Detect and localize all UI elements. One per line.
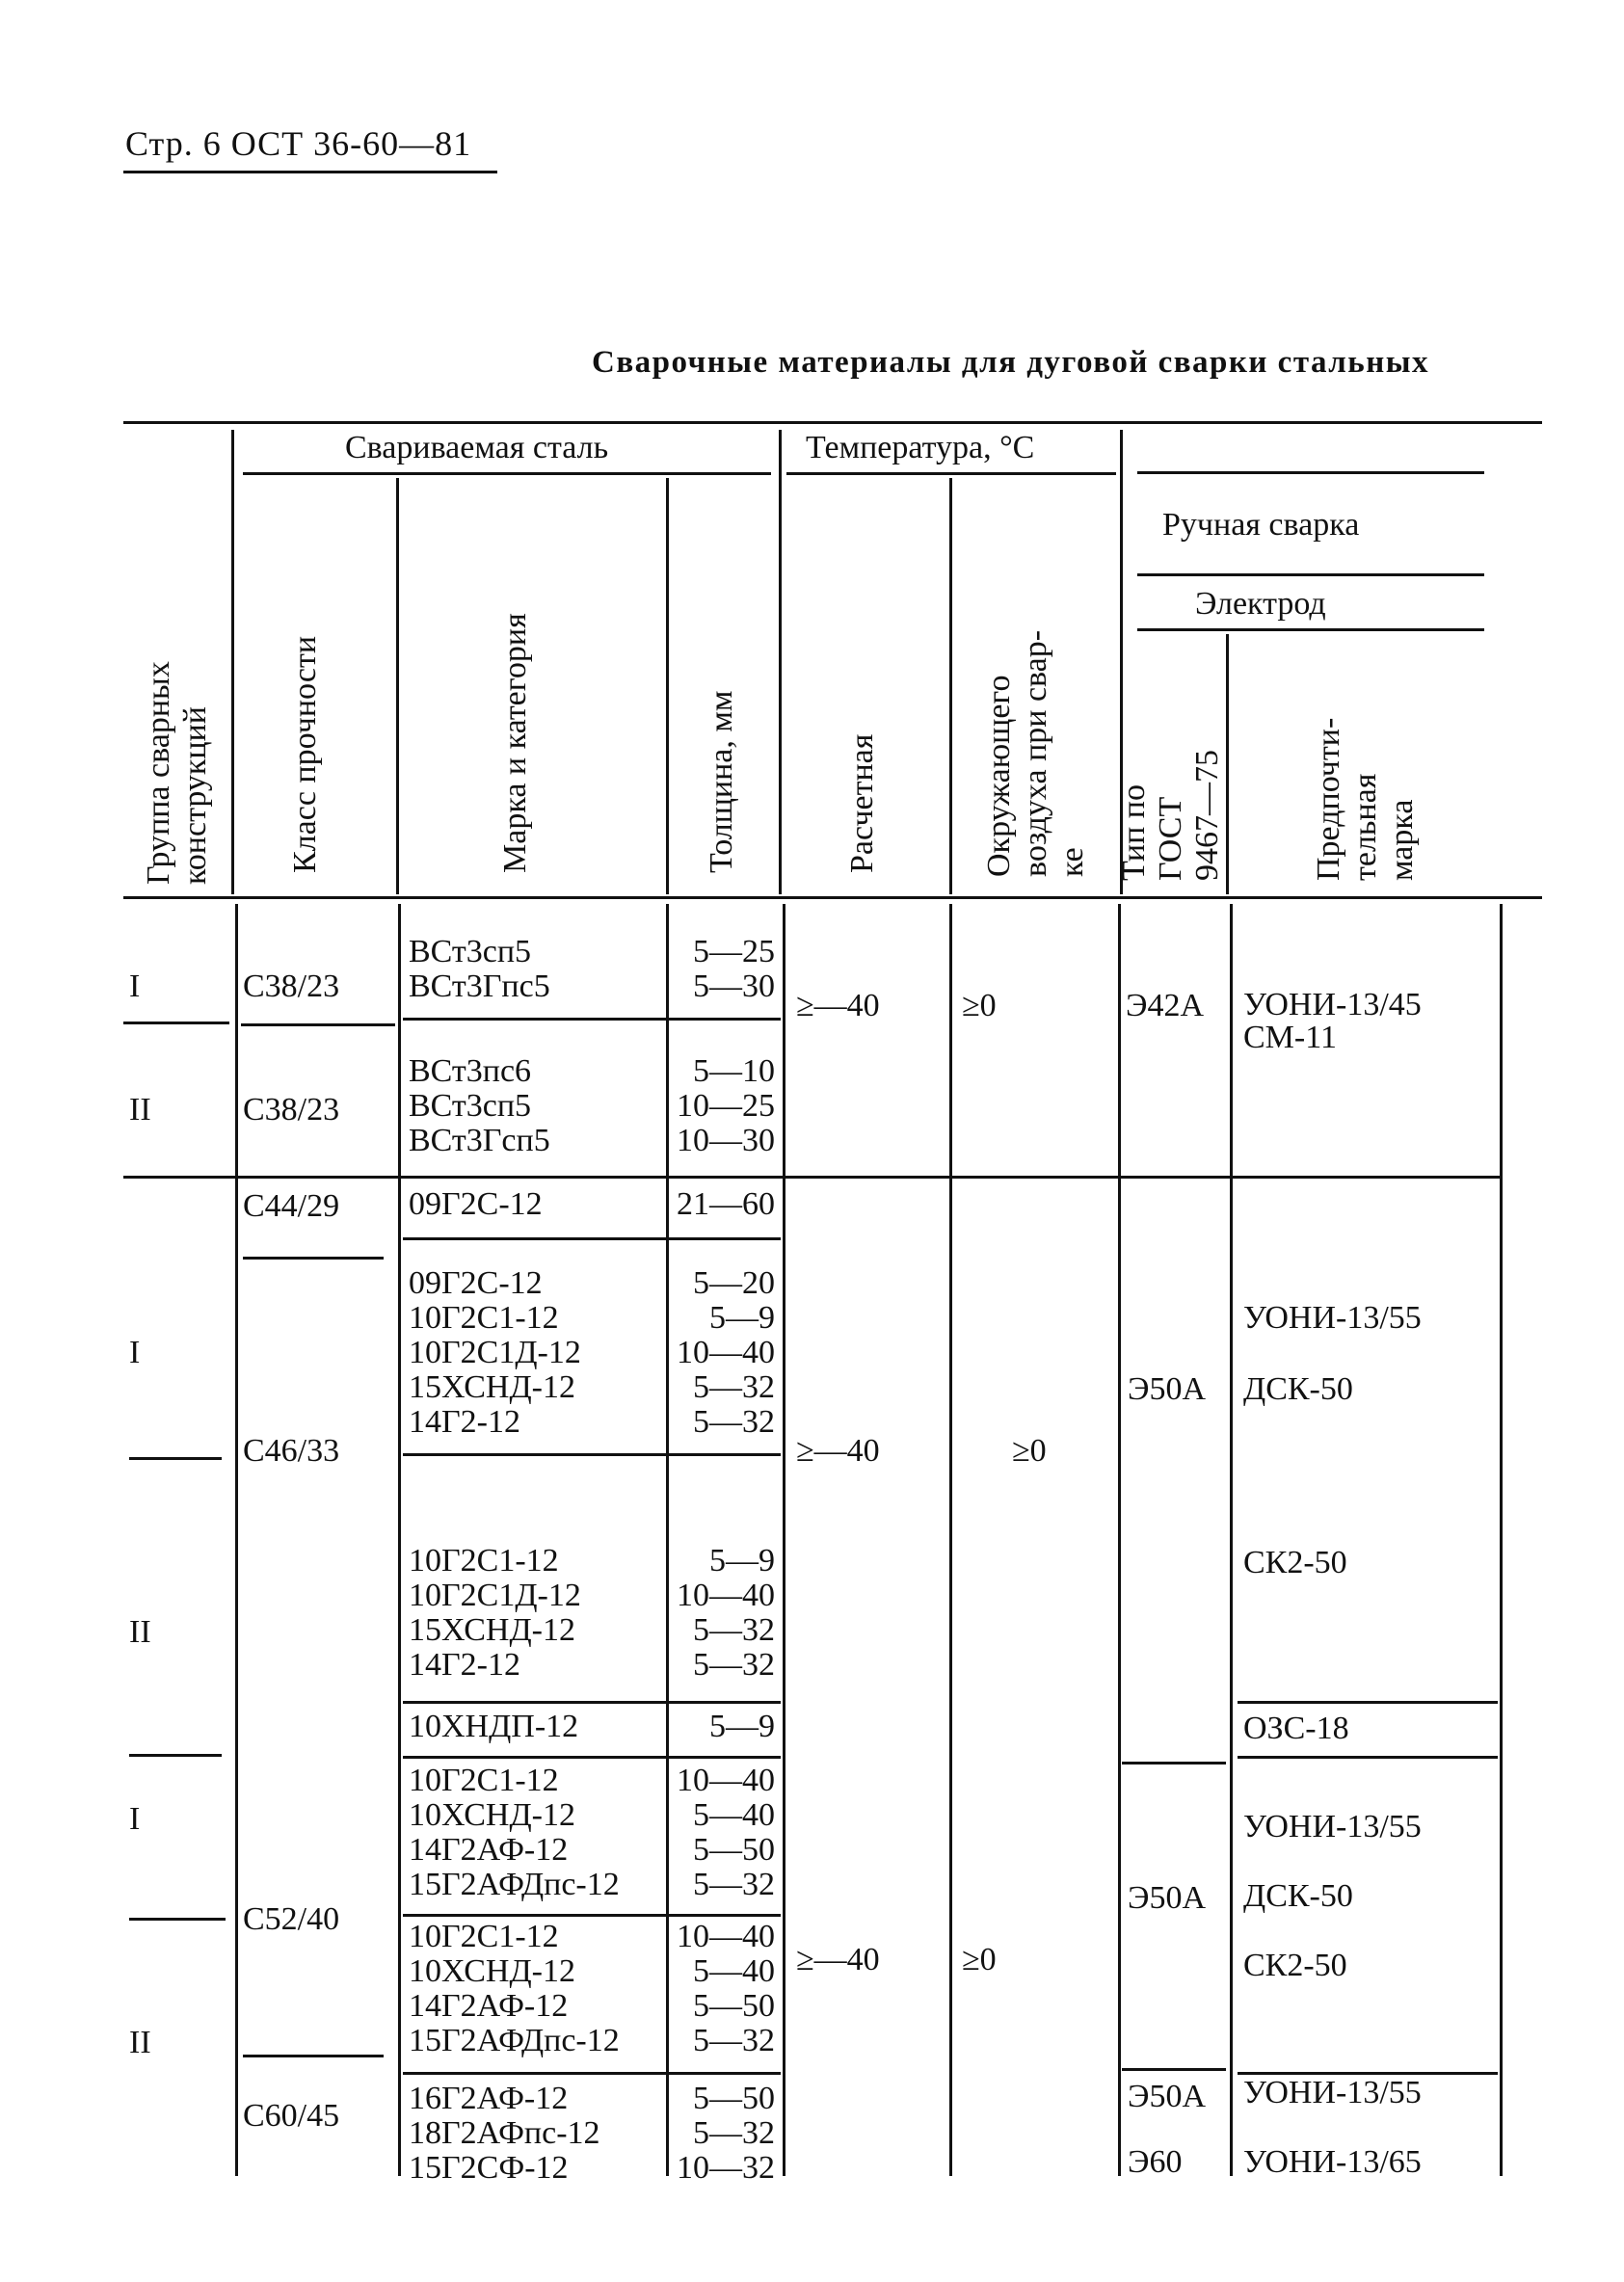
thickness-cell: 10—40 5—40 5—50 5—32 bbox=[677, 1919, 775, 2058]
grade-cell: 09Г2С-12 10Г2С1-12 10Г2С1Д-12 15ХСНД-12 14Г2-12 bbox=[409, 1265, 581, 1440]
group-header: Группа сварных конструкций bbox=[141, 661, 213, 885]
body-sep-group bbox=[235, 904, 238, 2176]
thickness-cell: 5—9 10—40 5—32 5—32 bbox=[677, 1543, 775, 1683]
col-sep-group bbox=[231, 430, 234, 894]
group-cell: II bbox=[129, 2025, 151, 2060]
col-sep-grade bbox=[666, 478, 669, 894]
thickness-cell: 10—40 5—40 5—50 5—32 bbox=[677, 1763, 775, 1902]
manual-welding-rule bbox=[1137, 573, 1484, 576]
grade-cell: 10Г2С1-12 10ХСНД-12 14Г2АФ-12 15Г2АФДпс-12 bbox=[409, 1919, 620, 2058]
grade-cell: 09Г2С-12 bbox=[409, 1186, 543, 1222]
steel-header: Свариваемая сталь bbox=[345, 430, 609, 465]
grade-cell: 10ХНДП-12 bbox=[409, 1709, 579, 1744]
row-sep-b2-grade-1 bbox=[403, 1237, 781, 1240]
grade-cell: ВСт3сп5 ВСт3Гпс5 bbox=[409, 934, 550, 1004]
row-sep-b2-grade-3 bbox=[403, 1701, 781, 1704]
row-sep-b1-class bbox=[241, 1023, 395, 1026]
grade-cell: ВСт3пс6 ВСт3сп5 ВСт3Гсп5 bbox=[409, 1053, 550, 1158]
row-sep-b2-end-type bbox=[1122, 1762, 1226, 1765]
body-sep-class bbox=[398, 904, 401, 2176]
ambient-temp-cell: ≥0 bbox=[962, 988, 997, 1023]
preferred-brand-cell: УОНИ-13/55 bbox=[1243, 1300, 1422, 1336]
row-sep-b3-grade-2 bbox=[403, 2072, 781, 2075]
group-cell: I bbox=[129, 1335, 141, 1370]
row-sep-b2-class bbox=[243, 1257, 384, 1260]
body-sep-thickness bbox=[783, 904, 785, 2176]
preferred-brand-cell: СК2-50 bbox=[1243, 1545, 1347, 1580]
grade-header: Марка и категория bbox=[497, 613, 533, 873]
ambient-temp-header: Окружающего воздуха при свар- ке bbox=[981, 629, 1090, 877]
group-cell: II bbox=[129, 1092, 151, 1128]
design-temp-header: Расчетная bbox=[844, 733, 880, 873]
electrode-type-cell: Э50А bbox=[1128, 1371, 1206, 1407]
strength-class-cell: С52/40 bbox=[243, 1901, 340, 1937]
steel-header-rule bbox=[243, 472, 771, 475]
table-title: Сварочные материалы для дуговой сварки стальных bbox=[592, 345, 1429, 380]
thickness-cell: 5—25 5—30 bbox=[693, 934, 775, 1004]
preferred-brand-cell: СК2-50 bbox=[1243, 1948, 1347, 1983]
row-sep-b1-end bbox=[123, 1176, 1502, 1179]
row-sep-b3-class bbox=[243, 2055, 384, 2057]
preferred-brand-cell: УОНИ-13/55 bbox=[1243, 2075, 1422, 2110]
table-top-rule bbox=[123, 421, 1542, 424]
thickness-cell: 21—60 bbox=[677, 1186, 775, 1222]
col-sep-class bbox=[396, 478, 399, 894]
manual-welding-top-rule bbox=[1137, 471, 1484, 474]
page-header-underline bbox=[123, 171, 497, 173]
grade-cell: 16Г2АФ-12 18Г2АФпс-12 15Г2СФ-12 bbox=[409, 2081, 600, 2186]
ambient-temp-cell: ≥0 bbox=[962, 1942, 997, 1977]
strength-class-cell: С38/23 bbox=[243, 969, 340, 1004]
page-header: Стр. 6 ОСТ 36-60—81 bbox=[125, 124, 472, 163]
group-cell: II bbox=[129, 1614, 151, 1650]
electrode-type-cell: Э60 bbox=[1128, 2144, 1183, 2180]
group-cell: I bbox=[129, 969, 141, 1004]
design-temp-cell: ≥—40 bbox=[796, 1942, 880, 1977]
preferred-brand-header: Предпочти- тельная марка bbox=[1311, 717, 1420, 881]
electrode-type-cell: Э50А bbox=[1128, 2079, 1206, 2114]
header-bottom-rule bbox=[123, 896, 1542, 899]
strength-class-cell: С46/33 bbox=[243, 1433, 340, 1469]
row-sep-b3-grade-1 bbox=[403, 1914, 781, 1917]
row-sep-b1-grade bbox=[403, 1018, 781, 1021]
strength-class-cell: С38/23 bbox=[243, 1092, 340, 1128]
row-sep-b2-brand bbox=[1238, 1701, 1498, 1704]
col-sep-design bbox=[949, 478, 952, 894]
electrode-type-cell: Э50А bbox=[1128, 1880, 1206, 1916]
row-sep-b2-end-body bbox=[403, 1756, 781, 1759]
electrode-type-cell: Э42А bbox=[1126, 988, 1204, 1023]
body-sep-grade bbox=[666, 904, 669, 2176]
row-sep-b2-group bbox=[129, 1457, 222, 1460]
thickness-header: Толщина, мм bbox=[704, 690, 739, 873]
electrode-type-header: Тип по ГОСТ 9467—75 bbox=[1116, 750, 1225, 881]
strength-class-header: Класс прочности bbox=[287, 635, 323, 873]
manual-welding-header: Ручная сварка bbox=[1162, 507, 1360, 543]
ambient-temp-cell: ≥0 bbox=[1012, 1433, 1047, 1469]
row-sep-b3-type bbox=[1122, 2068, 1226, 2071]
row-sep-b2-end bbox=[129, 1754, 222, 1757]
temperature-header-rule bbox=[786, 472, 1116, 475]
body-sep-type bbox=[1230, 904, 1233, 2176]
preferred-brand-cell: УОНИ-13/65 bbox=[1243, 2144, 1422, 2180]
thickness-cell: 5—10 10—25 10—30 bbox=[677, 1053, 775, 1158]
preferred-brand-cell: ОЗС-18 bbox=[1243, 1711, 1349, 1746]
body-sep-design bbox=[949, 904, 952, 2176]
preferred-brand-cell: УОНИ-13/55 bbox=[1243, 1809, 1422, 1844]
electrode-rule bbox=[1137, 628, 1484, 631]
body-sep-temp bbox=[1118, 904, 1121, 2176]
row-sep-b2-grade-2 bbox=[403, 1453, 781, 1456]
thickness-cell: 5—50 5—32 10—32 bbox=[677, 2081, 775, 2186]
row-sep-b1-group bbox=[123, 1022, 229, 1024]
col-sep-type bbox=[1226, 634, 1229, 894]
grade-cell: 10Г2С1-12 10Г2С1Д-12 15ХСНД-12 14Г2-12 bbox=[409, 1543, 581, 1683]
col-sep-steel bbox=[779, 430, 782, 894]
row-sep-b3-group bbox=[129, 1918, 226, 1921]
grade-cell: 10Г2С1-12 10ХСНД-12 14Г2АФ-12 15Г2АФДпс-12 bbox=[409, 1763, 620, 1902]
strength-class-cell: С44/29 bbox=[243, 1188, 340, 1224]
strength-class-cell: С60/45 bbox=[243, 2098, 340, 2134]
body-right-edge bbox=[1500, 904, 1503, 2176]
group-cell: I bbox=[129, 1801, 141, 1837]
preferred-brand-cell: ДСК-50 bbox=[1243, 1371, 1353, 1407]
electrode-header: Электрод bbox=[1195, 586, 1326, 622]
thickness-cell: 5—9 bbox=[709, 1709, 775, 1744]
design-temp-cell: ≥—40 bbox=[796, 1433, 880, 1469]
preferred-brand-cell: УОНИ-13/45 СМ-11 bbox=[1243, 987, 1422, 1055]
thickness-cell: 5—20 5—9 10—40 5—32 5—32 bbox=[677, 1265, 775, 1440]
design-temp-cell: ≥—40 bbox=[796, 988, 880, 1023]
preferred-brand-cell: ДСК-50 bbox=[1243, 1878, 1353, 1914]
row-sep-b2-end-brand bbox=[1238, 1756, 1498, 1759]
temperature-header: Температура, °С bbox=[806, 430, 1035, 465]
